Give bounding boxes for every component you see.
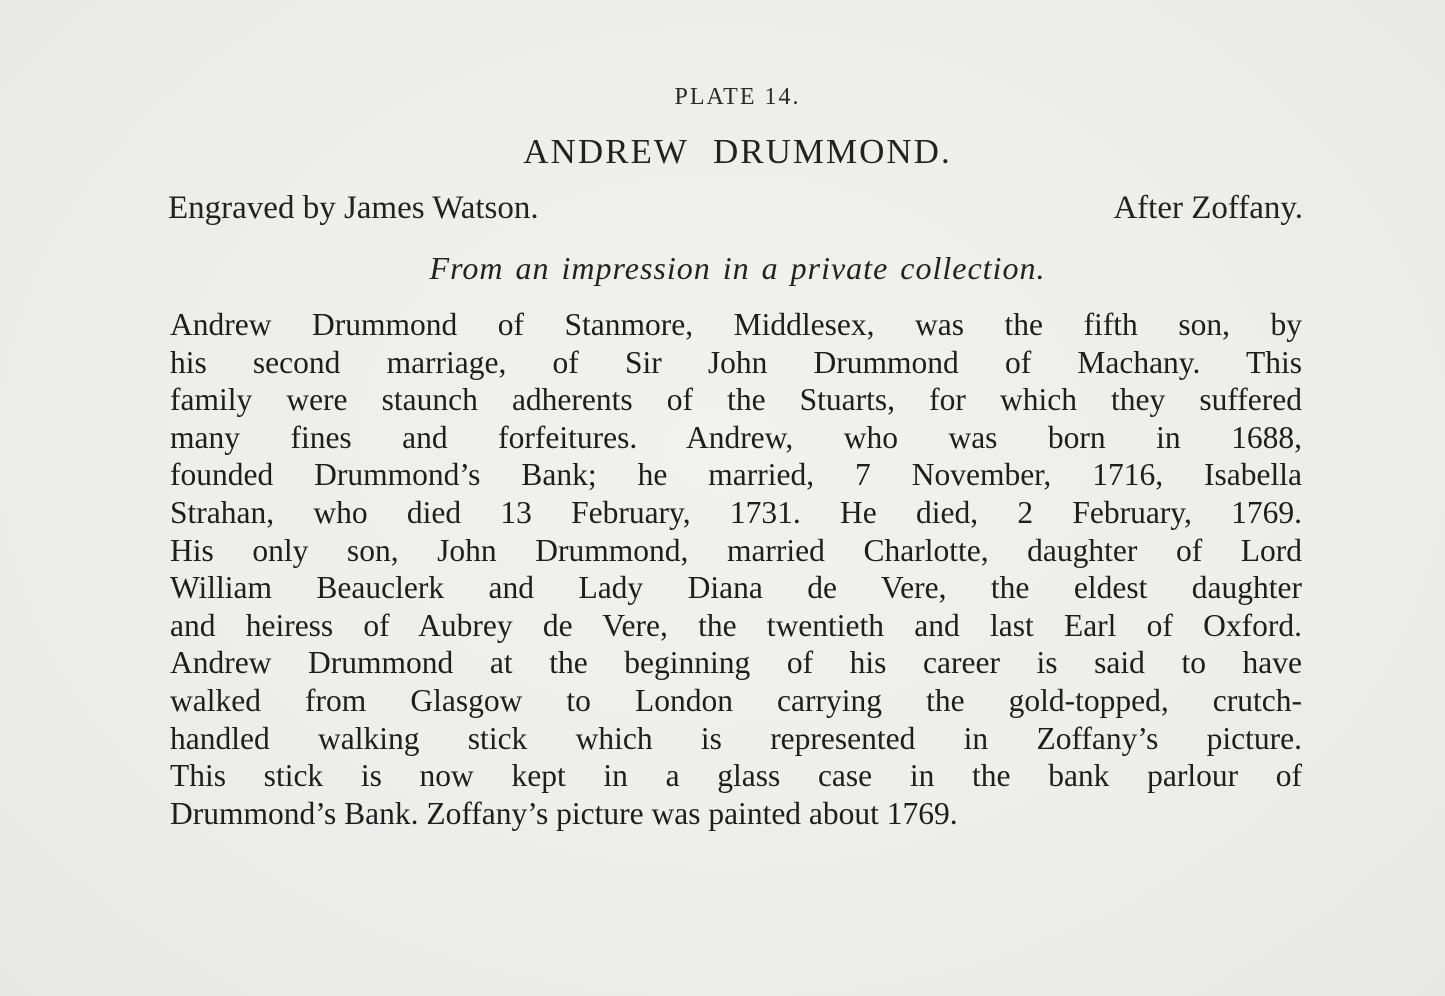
body-line: His only son, John Drummond, married Charlotte, daughter of Lord — [170, 532, 1302, 568]
source-note: From an impression in a private collection. — [429, 250, 1046, 286]
artist-credit: After Zoffany. — [1113, 190, 1303, 226]
body-line: founded Drummond’s Bank; he married, 7 November, 1716, Isabella — [170, 457, 1302, 493]
engraver-credit: Engraved by James Watson. — [168, 190, 539, 226]
body-line: William Beauclerk and Lady Diana de Vere, the eldest daughter — [170, 570, 1302, 606]
body-line: his second marriage, of Sir John Drummond of Machany. This — [170, 344, 1302, 380]
plate-number: PLATE 14. — [674, 84, 801, 110]
body-line: many fines and forfeitures. Andrew, who was born in 1688, — [170, 419, 1302, 455]
body-line: Andrew Drummond at the beginning of his career is said to have — [170, 645, 1302, 681]
body-line: family were staunch adherents of the Stuarts, for which they suffered — [170, 382, 1302, 418]
body-line: walked from Glasgow to London carrying the gold-topped, crutch- — [170, 682, 1302, 718]
body-line: This stick is now kept in a glass case in the bank parlour of — [170, 758, 1302, 794]
body-line: Drummond’s Bank. Zoffany’s picture was painted about 1769. — [170, 795, 958, 831]
body-line: Andrew Drummond of Stanmore, Middlesex, was the fifth son, by — [170, 307, 1302, 342]
body-line: Strahan, who died 13 February, 1731. He died, 2 February, 1769. — [170, 494, 1302, 530]
body-line: and heiress of Aubrey de Vere, the twentieth and last Earl of Oxford. — [170, 607, 1302, 643]
body-paragraph — [170, 306, 1302, 832]
page-title: ANDREW DRUMMOND. — [523, 132, 952, 171]
body-line: handled walking stick which is represented in Zoffany’s picture. — [170, 720, 1302, 756]
